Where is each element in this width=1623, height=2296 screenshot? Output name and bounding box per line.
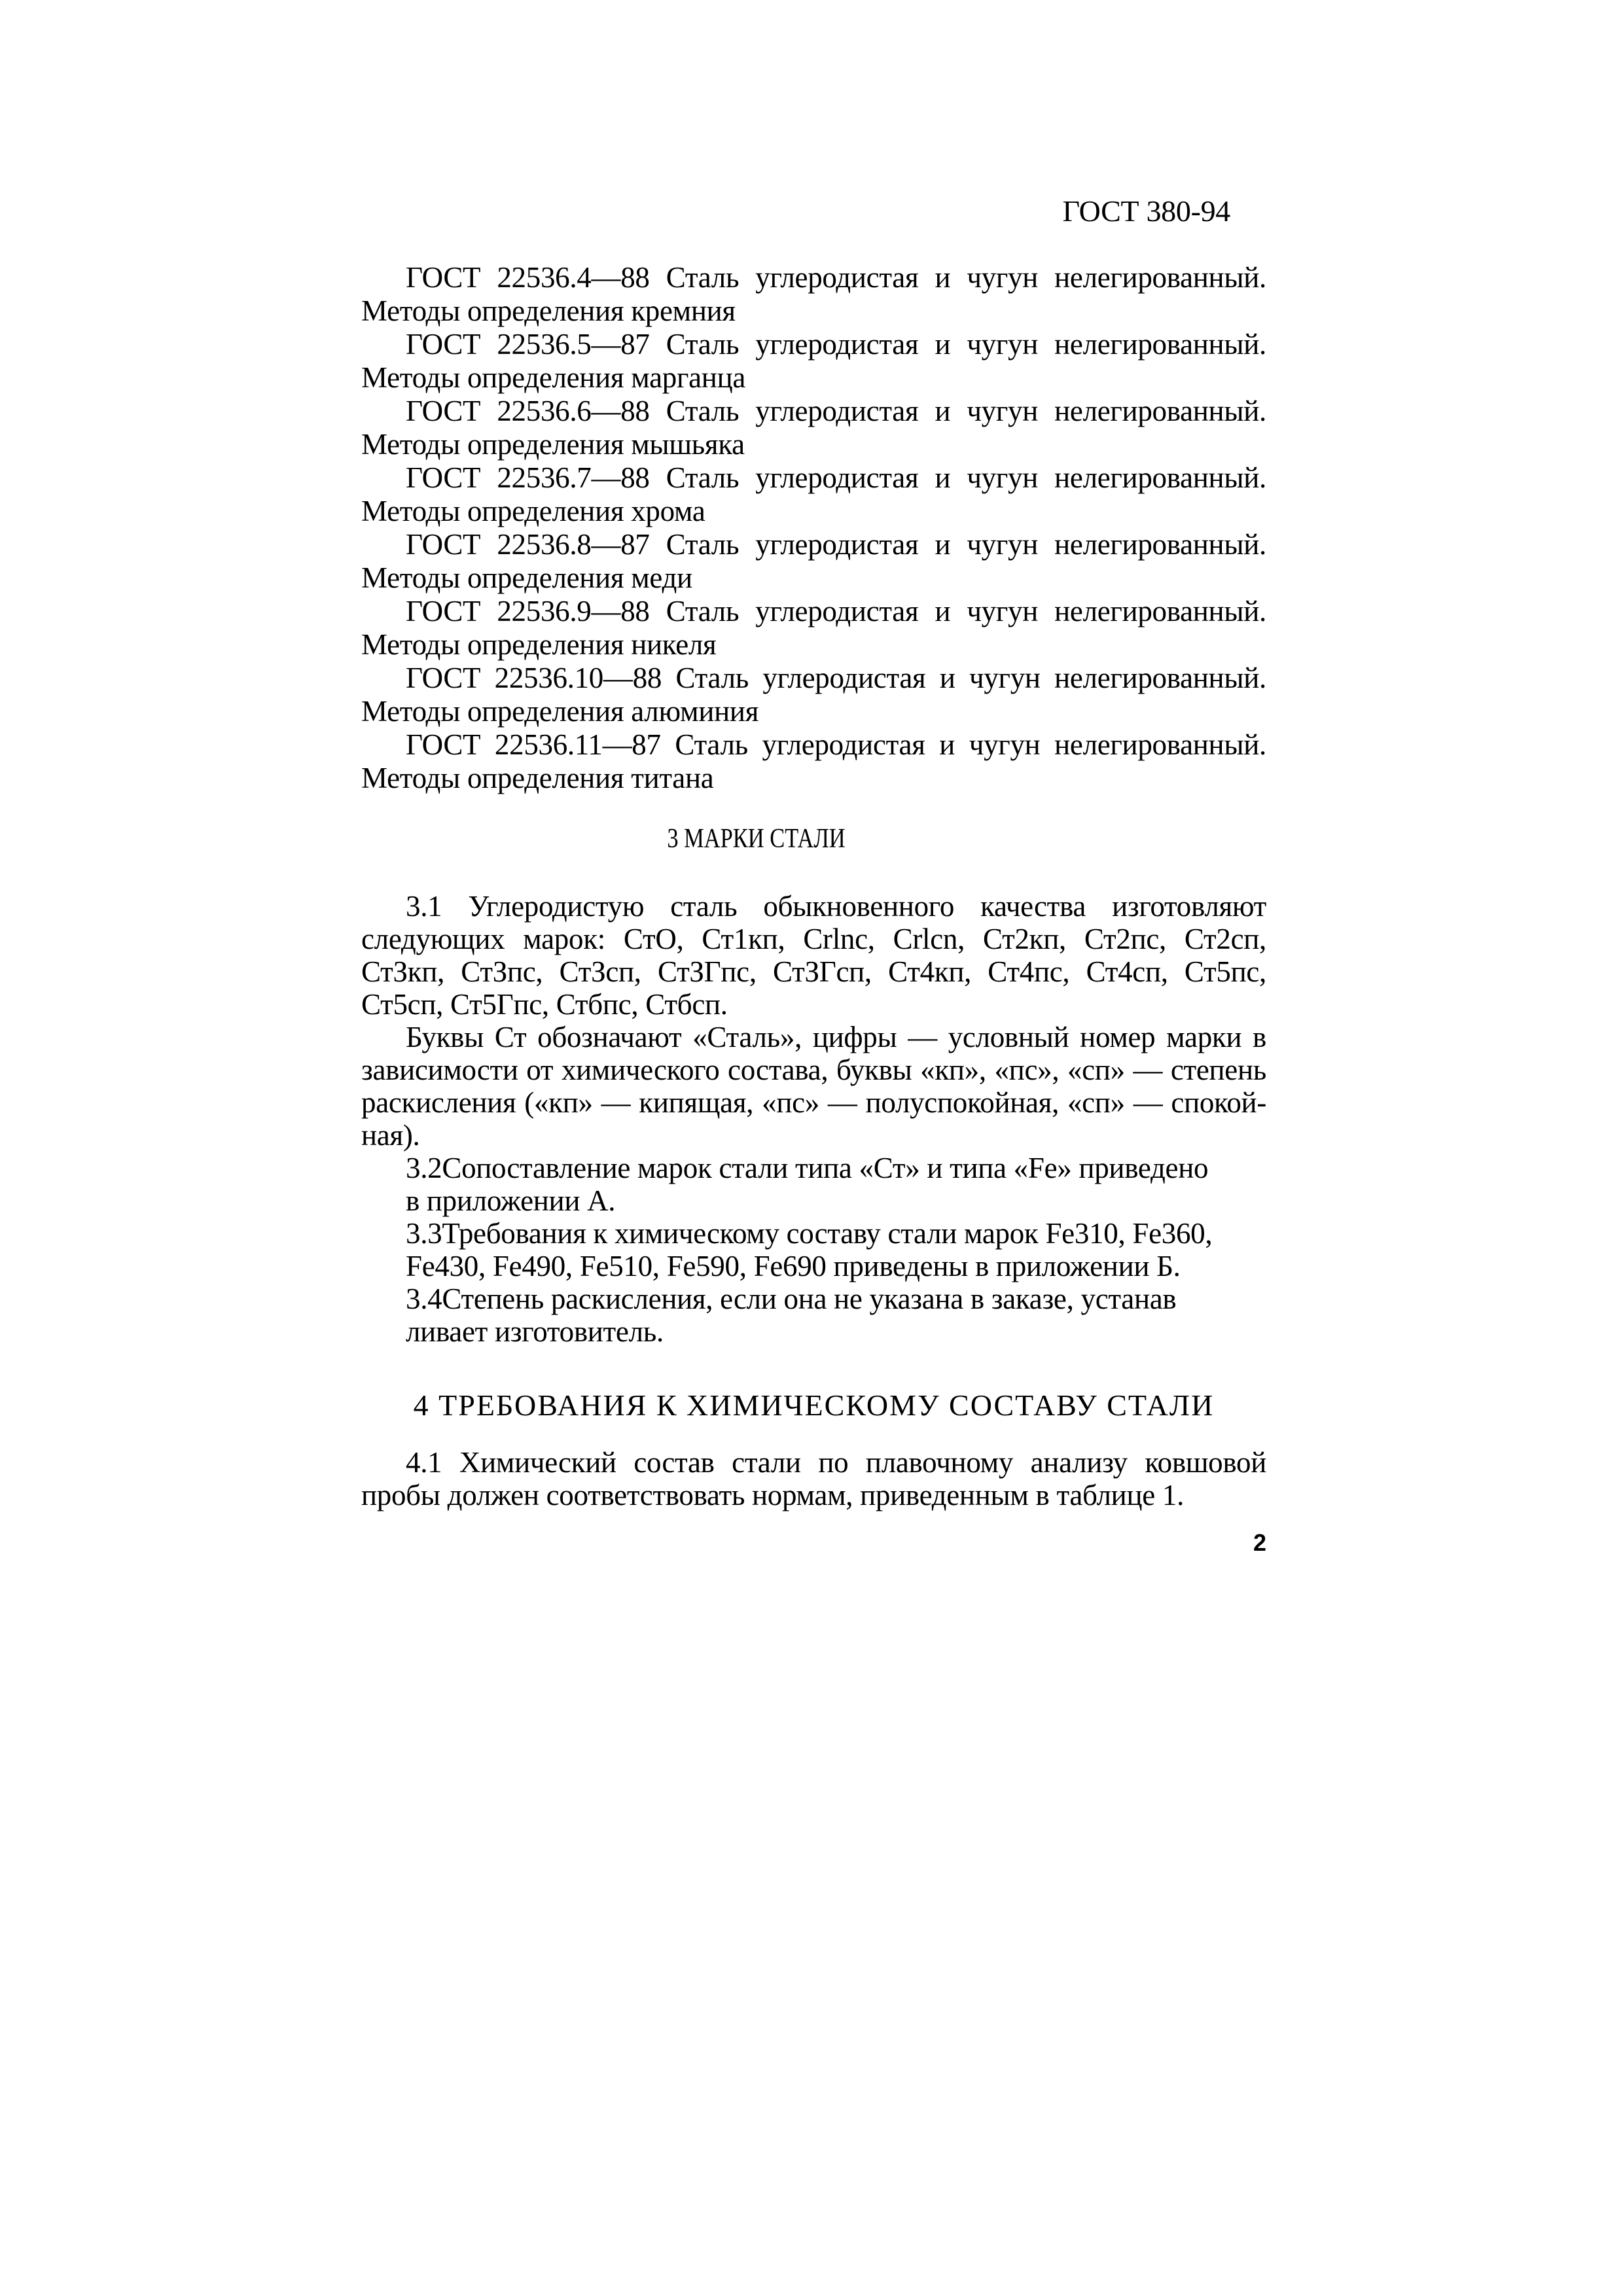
reference-line: Методы определения хрома xyxy=(361,495,705,527)
page-number: 2 xyxy=(1253,1529,1266,1556)
reference-line: Методы определения кремния xyxy=(361,294,736,327)
reference-line: Методы определения алюминия xyxy=(361,695,759,728)
reference-line: ГОСТ 22536.11—87 Сталь углеродистая и чугун нелегированный. xyxy=(406,728,1266,761)
reference-line: ГОСТ 22536.4—88 Сталь углеродистая и чугун нелегированный. xyxy=(406,261,1266,294)
para-3-2-3-4-line: 3.2Сопоставление марок стали типа «Ст» и типа «Fe» приведено xyxy=(406,1152,1209,1184)
page-content xyxy=(361,194,1266,1556)
reference-line: Методы определения никеля xyxy=(361,628,717,661)
references-list xyxy=(361,261,1266,795)
reference-line: ГОСТ 22536.7—88 Сталь углеродистая и чугун нелегированный. xyxy=(406,461,1266,494)
reference-line: Методы определения меди xyxy=(361,561,692,594)
para-3-2-3-4-line: Fe430, Fe490, Fe510, Fe590, Fe690 приведены в приложении Б. xyxy=(406,1250,1181,1282)
para-3-2-3-4-line: 3.4Степень раскисления, если она не указана в заказе, устанав xyxy=(406,1282,1177,1315)
section-3-heading: 3 МАРКИ СТАЛИ xyxy=(667,824,846,854)
para-4-1 xyxy=(361,1446,1266,1511)
reference-line: Методы определения мышьяка xyxy=(361,428,745,461)
reference-line: ГОСТ 22536.6—88 Сталь углеродистая и чугун нелегированный. xyxy=(406,395,1266,427)
para-letters xyxy=(361,1021,1266,1152)
para-3-1-line: 3.1 Углеродистую сталь обыкновенного качества изготовляют xyxy=(406,890,1266,923)
section-4-heading: 4 ТРЕБОВАНИЯ К ХИМИЧЕСКОМУ СОСТАВУ СТАЛИ xyxy=(413,1388,1215,1422)
para-3-2-3-4-line: ливает изготовитель. xyxy=(406,1315,664,1348)
para-3-1-line: СтЗкп, СтЗпс, СтЗсп, СтЗГпс, СтЗГсп, Ст4кп, Ст4пс, Ст4сп, Ст5пс, xyxy=(361,955,1266,988)
reference-line: Методы определения марганца xyxy=(361,361,746,394)
para-letters-line: Буквы Ст обозначают «Сталь», цифры — условный номер марки в xyxy=(406,1021,1266,1053)
para-letters-line: зависимости от химического состава, буквы «кп», «пс», «сп» — степень xyxy=(361,1053,1266,1086)
reference-line: ГОСТ 22536.8—87 Сталь углеродистая и чугун нелегированный. xyxy=(406,528,1266,561)
reference-line: ГОСТ 22536.10—88 Сталь углеродистая и чугун нелегированный. xyxy=(406,662,1266,694)
doc-header: ГОСТ 380-94 xyxy=(1062,194,1230,228)
para-3-2-3-4-line: 3.3Требования к химическому составу стали марок Fe310, Fe360, xyxy=(406,1217,1213,1250)
reference-line: ГОСТ 22536.9—88 Сталь углеродистая и чугун нелегированный. xyxy=(406,595,1266,627)
para-3-2-3-4-line: в приложении А. xyxy=(406,1184,616,1217)
para-4-1-line: 4.1 Химический состав стали по плавочному анализу ковшовой xyxy=(406,1446,1266,1479)
para-letters-line: раскисления («кп» — кипящая, «пс» — полуспокойная, «сп» — спокой- xyxy=(361,1086,1266,1119)
para-4-1-line: пробы должен соответствовать нормам, приведенным в таблице 1. xyxy=(361,1479,1185,1511)
para-letters-line: ная). xyxy=(361,1119,420,1152)
reference-line: ГОСТ 22536.5—87 Сталь углеродистая и чугун нелегированный. xyxy=(406,328,1266,361)
reference-line: Методы определения титана xyxy=(361,762,714,794)
para-3-1-line: следующих марок: СтО, Ст1кп, Crlnc, Crlcn, Ст2кп, Ст2пс, Ст2сп, xyxy=(361,923,1266,955)
para-3-1-line: Ст5сп, Ст5Гпс, Стбпс, Стбсп. xyxy=(361,988,728,1021)
para-3-2-3-4-block xyxy=(406,1152,1266,1348)
para-3-1 xyxy=(361,890,1266,1021)
